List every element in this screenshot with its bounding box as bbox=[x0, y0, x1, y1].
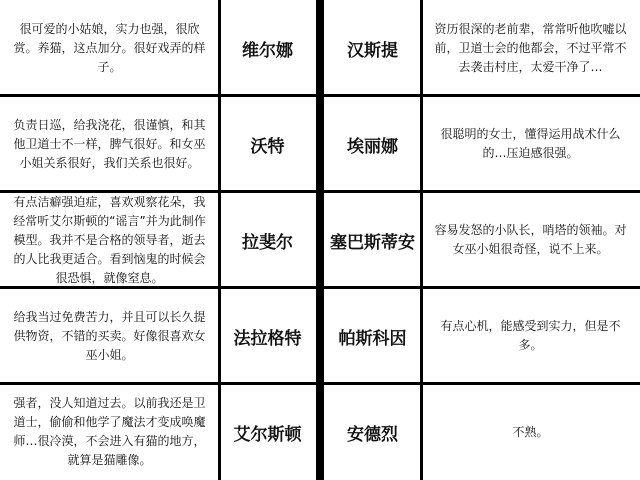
right-name: 塞巴斯蒂安 bbox=[330, 232, 415, 253]
column-divider bbox=[218, 0, 221, 480]
right-name: 安德烈 bbox=[347, 424, 398, 445]
right-description: 资历很深的老前辈，常常听他吹嘘以前，卫道士会的他都会，不过平常不去袭击村庄，太爱干净了… bbox=[434, 21, 627, 74]
left-name: 法拉格特 bbox=[233, 328, 302, 349]
column-divider bbox=[420, 0, 423, 480]
right-name: 埃丽娜 bbox=[347, 136, 398, 157]
row-divider bbox=[324, 94, 640, 97]
right-name: 帕斯科因 bbox=[338, 328, 407, 349]
row-divider bbox=[0, 94, 316, 97]
right-description: 有点心机，能感受到实力，但是不多。 bbox=[440, 319, 621, 352]
left-description: 很可爱的小姑娘，实力也强，很欣赏。养猫，这点加分。很好戏弄的样子。 bbox=[13, 21, 206, 74]
row-divider bbox=[0, 286, 316, 289]
left-name: 沃特 bbox=[250, 136, 285, 157]
row-divider bbox=[0, 190, 316, 193]
row-divider bbox=[0, 382, 316, 385]
center-divider bbox=[316, 0, 324, 480]
left-description: 负责日巡，给我浇花，很谨慎，和其他卫道士不一样，脾气很好。和女巫小姐关系很好，我们关系也很好。 bbox=[13, 117, 206, 170]
left-name: 艾尔斯顿 bbox=[233, 424, 302, 445]
left-description: 有点洁癖强迫症，喜欢观察花朵，我经常听艾尔斯顿的“谣言”并为此制作模型。我并不是合格的领导者，逝去的人比我更适合。看到恼鬼的时候会很恐惧，就像窒息。 bbox=[13, 194, 206, 285]
right-description: 不熟。 bbox=[512, 424, 549, 439]
right-name: 汉斯提 bbox=[347, 40, 398, 61]
left-name: 维尔娜 bbox=[242, 40, 293, 61]
left-description: 强者，没人知道过去。以前我还是卫道士，偷偷和他学了魔法才变成唤魔师…很冷漠，不会进入有猫的地方，就算是猫雕像。 bbox=[13, 396, 206, 467]
left-description: 给我当过免费苦力，并且可以长久提供物资，不错的买卖。好像很喜欢女巫小姐。 bbox=[13, 309, 206, 362]
left-name: 拉斐尔 bbox=[242, 232, 293, 253]
row-divider bbox=[324, 382, 640, 385]
row-divider bbox=[324, 286, 640, 289]
right-description: 容易发怒的小队长，哨塔的领袖。对女巫小姐很奇怪，说不上来。 bbox=[434, 223, 627, 256]
right-description: 很聪明的女士，懂得运用战术什么的…压迫感很强。 bbox=[440, 127, 621, 160]
row-divider bbox=[324, 190, 640, 193]
